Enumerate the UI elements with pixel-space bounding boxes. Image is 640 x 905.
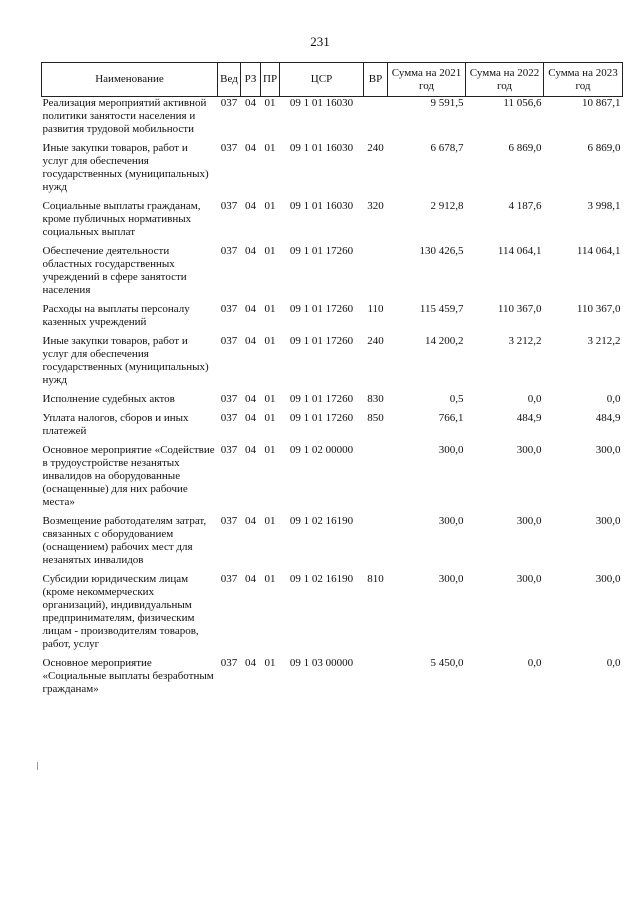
- cell-csr: 09 1 02 16190: [289, 573, 354, 585]
- cell-sum-2022: 114 064,1: [497, 245, 542, 257]
- cell-sum-2021: 300,0: [438, 444, 464, 456]
- table-row: [42, 97, 623, 143]
- cell-ved: 037: [220, 657, 238, 669]
- cell-pr: 01: [264, 245, 276, 257]
- table-row: [42, 335, 623, 393]
- table-row: [42, 393, 623, 412]
- table-row: [42, 412, 623, 444]
- cell-sum-2022: 0,0: [527, 657, 542, 669]
- cell-pr: 01: [264, 303, 276, 315]
- cell-csr: 09 1 01 17260: [289, 303, 354, 315]
- cell-sum-2022: 484,9: [516, 412, 542, 424]
- cell-pr: 01: [264, 97, 276, 109]
- table-row: [42, 200, 623, 245]
- cell-name: Иные закупки товаров, работ и услуг для обеспечения государственных (муниципальных) нужд: [42, 335, 209, 386]
- cell-sum-2021: 0,5: [449, 393, 464, 405]
- table-header: [42, 63, 623, 97]
- cell-sum-2021: 300,0: [438, 573, 464, 585]
- cell-sum-2023: 300,0: [595, 515, 621, 527]
- cell-pr: 01: [264, 657, 276, 669]
- cell-sum-2022: 11 056,6: [503, 97, 542, 109]
- cell-pr: 01: [264, 393, 276, 405]
- cell-name: Возмещение работодателям затрат, связанных с оборудованием (оснащением) рабочих мест для незанятых инвалидов: [42, 515, 207, 566]
- cell-name: Обеспечение деятельности областных государственных учреждений в сфере занятости населения: [42, 245, 187, 296]
- cell-sum-2023: 484,9: [595, 412, 621, 424]
- cell-rz: 04: [245, 393, 256, 405]
- cell-vr: [364, 657, 388, 702]
- table-row: [42, 573, 623, 657]
- cell-vr: [364, 245, 388, 303]
- header-pr: ПР: [261, 63, 280, 97]
- margin-mark: [37, 762, 38, 770]
- cell-vr: [364, 97, 388, 143]
- cell-name: Исполнение судебных актов: [42, 393, 175, 405]
- cell-rz: 04: [245, 573, 256, 585]
- cell-sum-2023: 10 867,1: [582, 97, 621, 109]
- cell-pr: 01: [264, 573, 276, 585]
- cell-ved: 037: [220, 335, 238, 347]
- table-row: [42, 245, 623, 303]
- cell-pr: 01: [264, 335, 276, 347]
- cell-name: Социальные выплаты гражданам, кроме публичных нормативных социальных выплат: [42, 200, 201, 238]
- cell-name: Расходы на выплаты персоналу казенных учреждений: [42, 303, 190, 328]
- cell-pr: 01: [264, 515, 276, 527]
- cell-sum-2022: 0,0: [527, 393, 542, 405]
- cell-csr: 09 1 01 16030: [289, 200, 354, 212]
- cell-sum-2021: 6 678,7: [430, 142, 464, 154]
- cell-pr: 01: [264, 142, 276, 154]
- table-row: [42, 657, 623, 702]
- cell-vr: 320: [367, 200, 384, 212]
- cell-ved: 037: [220, 245, 238, 257]
- header-vr: ВР: [364, 63, 388, 97]
- cell-name: Субсидии юридическим лицам (кроме некоммерческих организаций), индивидуальным предпринимателям, физическим лицам - производителям товаров, работ, услуг: [42, 573, 199, 650]
- table-row: [42, 515, 623, 573]
- cell-pr: 01: [264, 444, 276, 456]
- cell-csr: 09 1 03 00000: [289, 657, 354, 669]
- cell-rz: 04: [245, 444, 256, 456]
- cell-sum-2023: 114 064,1: [576, 245, 621, 257]
- cell-sum-2023: 3 212,2: [587, 335, 621, 347]
- cell-vr: [364, 444, 388, 515]
- cell-sum-2023: 0,0: [606, 393, 621, 405]
- header-name: Наименование: [42, 63, 218, 97]
- header-csr: ЦСР: [280, 63, 364, 97]
- cell-sum-2021: 300,0: [438, 515, 464, 527]
- header-rz: РЗ: [241, 63, 261, 97]
- cell-rz: 04: [245, 142, 256, 154]
- budget-table: [41, 62, 623, 702]
- cell-vr: 240: [367, 142, 384, 154]
- cell-rz: 04: [245, 97, 256, 109]
- cell-vr: 830: [367, 393, 384, 405]
- table-row: [42, 142, 623, 200]
- cell-csr: 09 1 01 17260: [289, 412, 354, 424]
- cell-rz: 04: [245, 657, 256, 669]
- cell-ved: 037: [220, 515, 238, 527]
- cell-sum-2023: 3 998,1: [587, 200, 621, 212]
- header-sum-2023: Сумма на 2023 год: [544, 63, 623, 97]
- cell-name: Иные закупки товаров, работ и услуг для обеспечения государственных (муниципальных) нужд: [42, 142, 209, 193]
- cell-rz: 04: [245, 303, 256, 315]
- cell-sum-2022: 4 187,6: [508, 200, 542, 212]
- table-row: [42, 444, 623, 515]
- cell-sum-2023: 0,0: [606, 657, 621, 669]
- cell-name: Уплата налогов, сборов и иных платежей: [42, 412, 189, 437]
- cell-sum-2022: 300,0: [516, 444, 542, 456]
- cell-sum-2021: 130 426,5: [419, 245, 464, 257]
- cell-vr: [364, 515, 388, 573]
- cell-sum-2021: 115 459,7: [419, 303, 464, 315]
- cell-rz: 04: [245, 245, 256, 257]
- cell-pr: 01: [264, 412, 276, 424]
- cell-sum-2023: 300,0: [595, 444, 621, 456]
- cell-csr: 09 1 02 16190: [289, 515, 354, 527]
- cell-sum-2023: 6 869,0: [587, 142, 621, 154]
- cell-sum-2021: 5 450,0: [430, 657, 464, 669]
- cell-pr: 01: [264, 200, 276, 212]
- cell-sum-2021: 2 912,8: [430, 200, 464, 212]
- cell-csr: 09 1 01 16030: [289, 97, 354, 109]
- cell-name: Основное мероприятие «Содействие в трудоустройстве незанятых инвалидов на оборудованные (оснащенные) для них рабочие места»: [42, 444, 215, 508]
- cell-sum-2021: 766,1: [438, 412, 464, 424]
- cell-sum-2021: 9 591,5: [430, 97, 464, 109]
- cell-ved: 037: [220, 303, 238, 315]
- cell-name: Основное мероприятие «Социальные выплаты безработным гражданам»: [42, 657, 214, 695]
- cell-vr: 240: [367, 335, 384, 347]
- cell-sum-2021: 14 200,2: [425, 335, 464, 347]
- cell-sum-2023: 300,0: [595, 573, 621, 585]
- cell-sum-2022: 300,0: [516, 573, 542, 585]
- header-sum-2021: Сумма на 2021 год: [388, 63, 466, 97]
- cell-rz: 04: [245, 412, 256, 424]
- cell-ved: 037: [220, 444, 238, 456]
- cell-sum-2022: 110 367,0: [497, 303, 542, 315]
- table-body: [42, 97, 623, 703]
- cell-rz: 04: [245, 200, 256, 212]
- cell-vr: 850: [367, 412, 384, 424]
- cell-ved: 037: [220, 97, 238, 109]
- cell-sum-2023: 110 367,0: [576, 303, 621, 315]
- cell-ved: 037: [220, 573, 238, 585]
- cell-vr: 110: [367, 303, 384, 315]
- header-sum-2022: Сумма на 2022 год: [466, 63, 544, 97]
- cell-name: Реализация мероприятий активной политики занятости населения и развития трудовой мобильности: [42, 97, 207, 135]
- cell-ved: 037: [220, 142, 238, 154]
- cell-ved: 037: [220, 393, 238, 405]
- cell-rz: 04: [245, 515, 256, 527]
- cell-vr: 810: [367, 573, 384, 585]
- cell-csr: 09 1 02 00000: [289, 444, 354, 456]
- cell-csr: 09 1 01 16030: [289, 142, 354, 154]
- header-ved: Вед: [218, 63, 241, 97]
- page-number: 231: [310, 34, 330, 49]
- cell-ved: 037: [220, 200, 238, 212]
- table-row: [42, 303, 623, 335]
- cell-csr: 09 1 01 17260: [289, 393, 354, 405]
- cell-sum-2022: 300,0: [516, 515, 542, 527]
- cell-rz: 04: [245, 335, 256, 347]
- cell-sum-2022: 6 869,0: [508, 142, 542, 154]
- cell-csr: 09 1 01 17260: [289, 245, 354, 257]
- cell-ved: 037: [220, 412, 238, 424]
- cell-sum-2022: 3 212,2: [508, 335, 542, 347]
- cell-csr: 09 1 01 17260: [289, 335, 354, 347]
